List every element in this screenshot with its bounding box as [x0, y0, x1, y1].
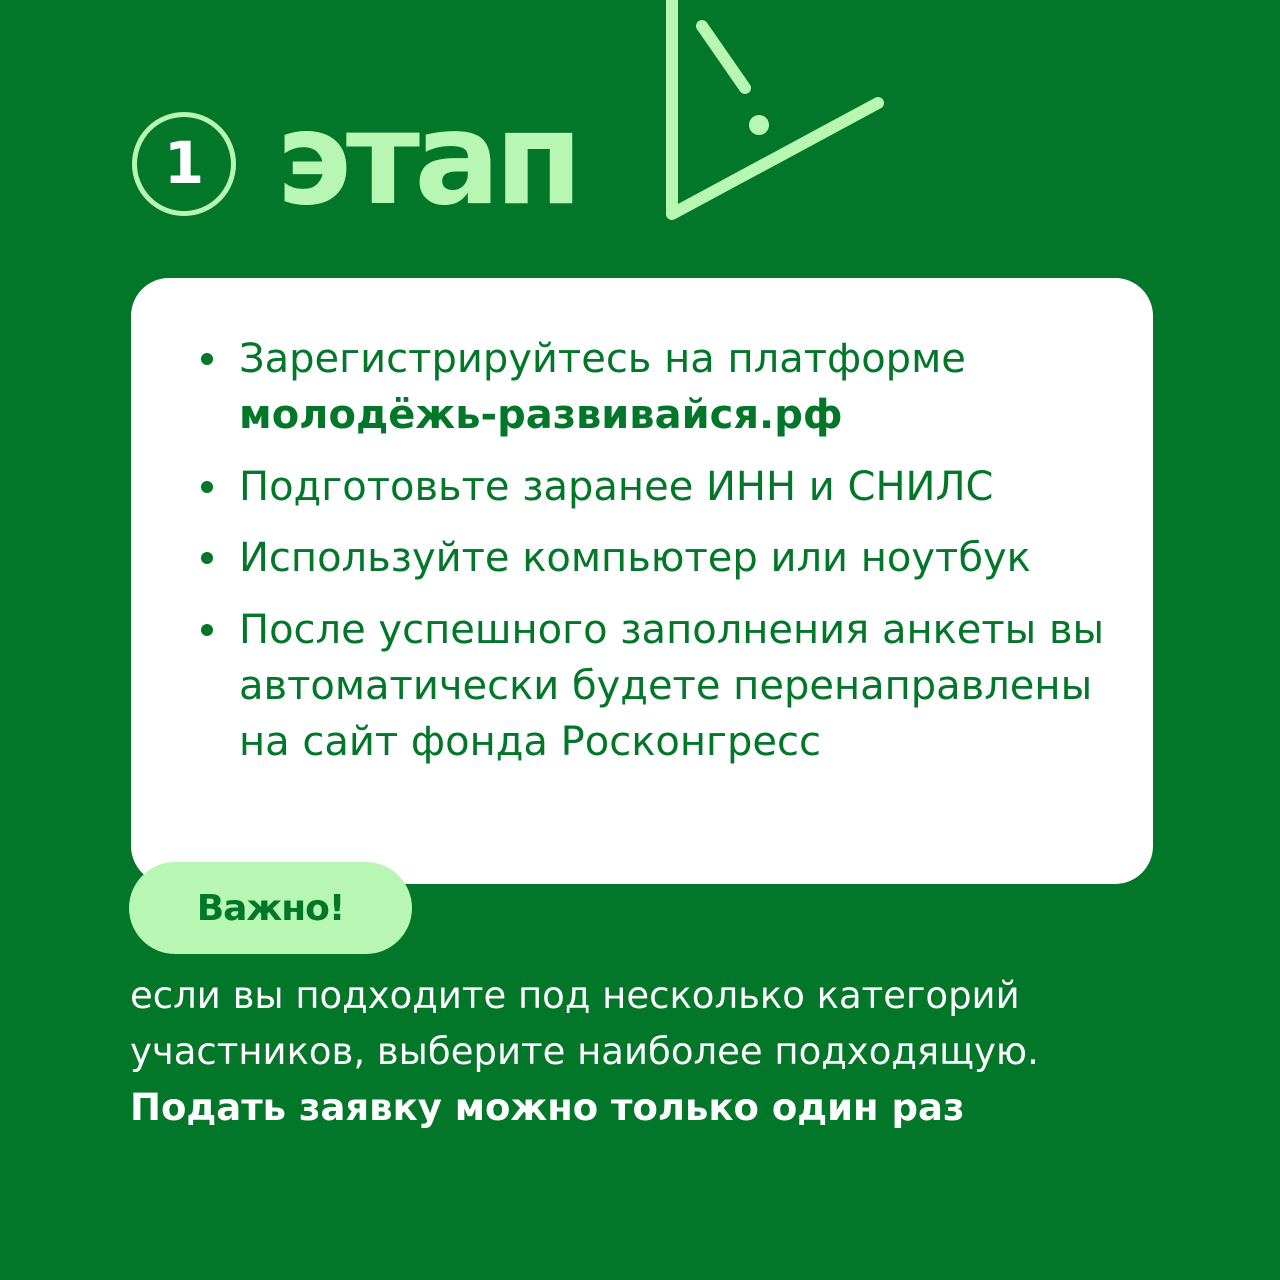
- list-item-text: Зарегистрируйтесь на платформе: [239, 336, 966, 382]
- list-item: [239, 602, 1109, 770]
- warning-triangle-icon: [640, 0, 900, 240]
- bullet-point: [201, 624, 213, 636]
- bullet-point: [201, 552, 213, 564]
- list-item-text: Подготовьте заранее ИНН и СНИЛС: [239, 464, 994, 510]
- important-badge: [129, 862, 412, 954]
- list-item: [239, 459, 1109, 515]
- stage-number: 1: [163, 129, 205, 197]
- note-line-2: участников, выберите наиболее подходящую.: [130, 1030, 1039, 1073]
- registration-steps-card: [131, 278, 1153, 884]
- list-item: [239, 331, 1109, 443]
- stage-number-badge: [132, 112, 236, 216]
- list-item-text: Используйте компьютер или ноутбук: [239, 535, 1031, 581]
- list-item: [239, 530, 1109, 586]
- note-line-1: если вы подходите под несколько категорий: [130, 974, 1020, 1017]
- note-bold-line: Подать заявку можно только один раз: [130, 1086, 965, 1129]
- important-note: [130, 968, 1210, 1136]
- bullet-point: [201, 353, 213, 365]
- list-item-text: После успешного заполнения анкеты вы автоматически будете перенаправлены на сайт фонда Росконгресс: [239, 607, 1105, 765]
- bullet-point: [201, 481, 213, 493]
- stage-title: этап: [276, 85, 577, 234]
- platform-link[interactable]: молодёжь-развивайся.рф: [239, 392, 843, 438]
- important-label: Важно!: [196, 887, 345, 929]
